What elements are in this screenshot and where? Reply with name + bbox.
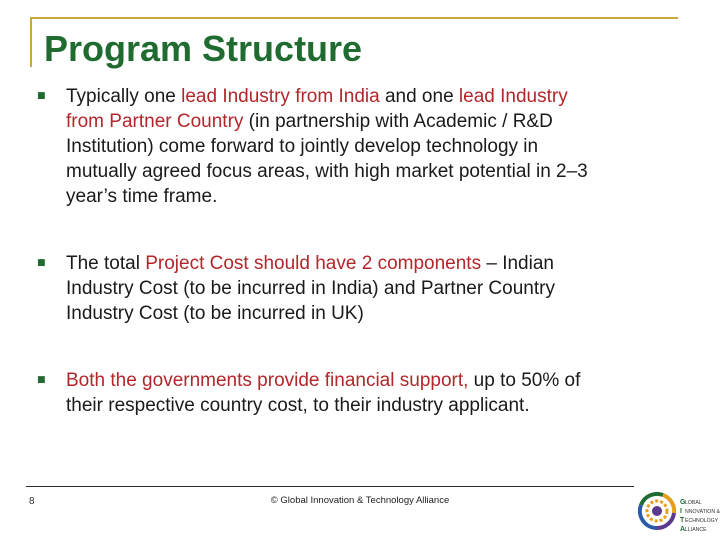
bullet-line [66, 251, 696, 276]
svg-text:I: I [680, 508, 682, 515]
title-frame-top [30, 17, 678, 19]
bullet-line [66, 301, 696, 326]
bullet-text-2 [66, 251, 696, 326]
body-text: Industry Cost (to be incurred in India) and Partner Country [66, 278, 555, 299]
title-frame-left [30, 17, 32, 67]
svg-text:T: T [680, 517, 685, 524]
bullet-line [66, 159, 696, 184]
highlighted-text: lead Industry [458, 86, 568, 107]
body-text: up to 50% of [468, 370, 581, 391]
logo-line-4: LLIANCE [685, 527, 707, 533]
body-text: year’s time frame. [66, 186, 218, 207]
body-text: – Indian [481, 253, 554, 274]
bullet-line [66, 184, 696, 209]
body-text: mutually agreed focus areas, with high market potential in 2–3 [66, 161, 588, 182]
bullet-line [66, 393, 696, 418]
logo-line-2: NNOVATION & [685, 509, 720, 515]
page-number: 8 [29, 496, 35, 507]
bullet-line [66, 368, 696, 393]
bullet-line [66, 276, 696, 301]
svg-text:A: A [680, 526, 686, 533]
bullet-text-1 [66, 84, 696, 209]
highlighted-text: Both the governments provide financial support, [66, 370, 469, 391]
square-bullet-icon: ■ [37, 91, 46, 101]
body-text: (in partnership with Academic / R&D [243, 111, 553, 132]
gita-logo [636, 487, 720, 537]
copyright-text: © Global Innovation & Technology Alliance [270, 495, 450, 506]
bullet-line [66, 84, 696, 109]
slide-title: Program Structure [44, 28, 363, 69]
highlighted-text: Project Cost should have 2 components [145, 253, 482, 274]
logo-line-1: LOBAL [685, 500, 702, 506]
svg-text:G: G [680, 499, 686, 506]
logo-line-3: ECHNOLOGY [685, 518, 719, 524]
bullet-line [66, 109, 696, 134]
body-text: Industry Cost (to be incurred in UK) [66, 303, 364, 324]
body-text: their respective country cost, to their industry applicant. [66, 395, 530, 416]
body-text: Institution) come forward to jointly develop technology in [66, 136, 539, 157]
body-text: The total [66, 253, 146, 274]
bullet-text-3 [66, 368, 696, 418]
body-text: Typically one [66, 86, 182, 107]
highlighted-text: from Partner Country [66, 111, 244, 132]
square-bullet-icon: ■ [37, 375, 46, 385]
square-bullet-icon: ■ [37, 258, 46, 268]
highlighted-text: lead Industry from India [181, 86, 380, 107]
footer-divider [26, 486, 634, 487]
body-text: and one [379, 86, 459, 107]
bullet-line [66, 134, 696, 159]
